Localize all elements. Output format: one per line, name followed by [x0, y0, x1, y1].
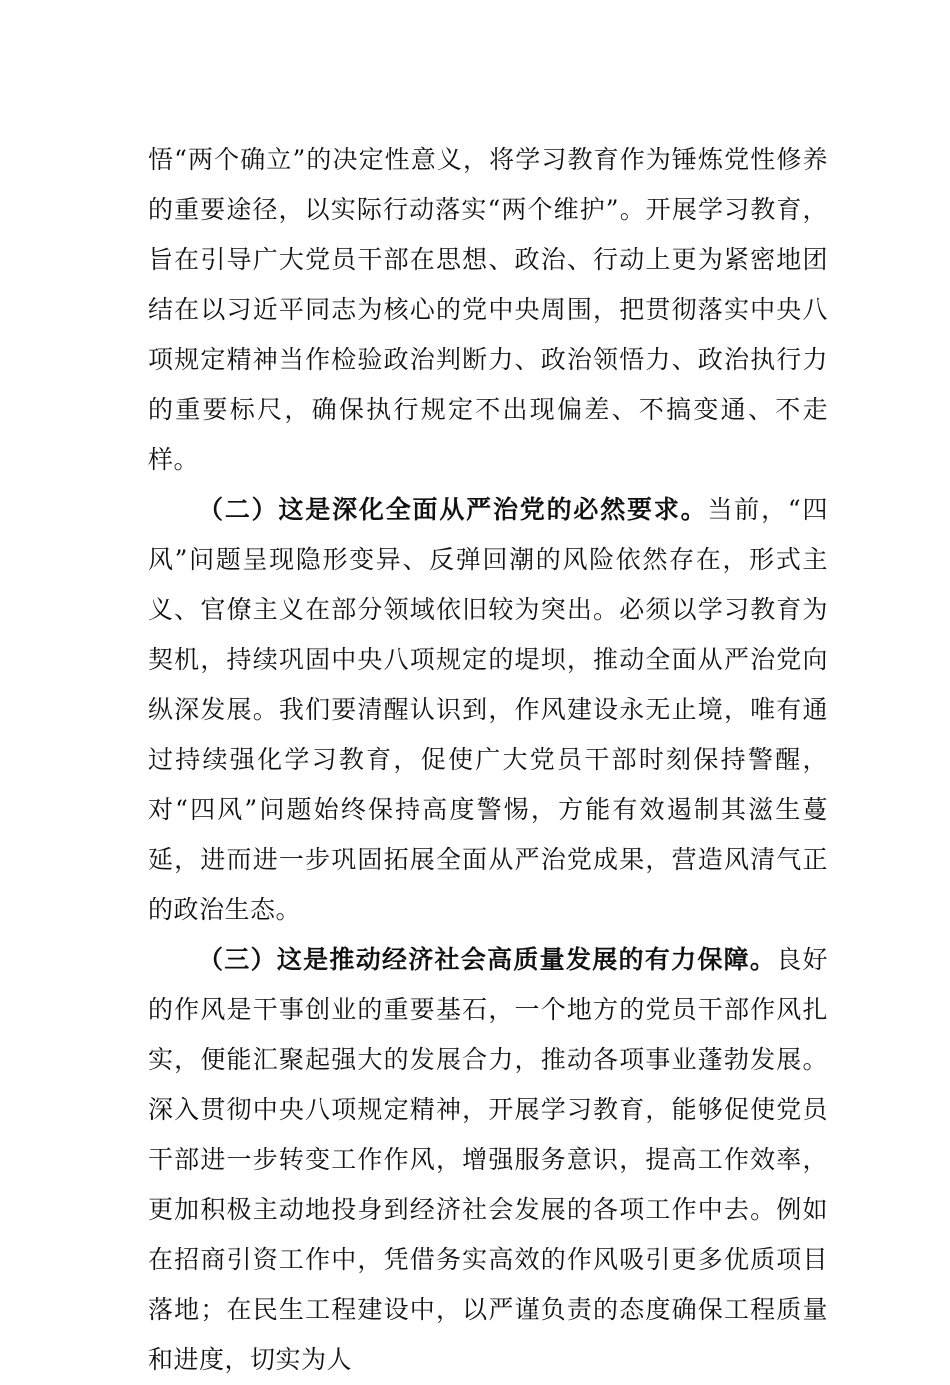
section-heading: （二）这是深化全面从严治党的必然要求。 [198, 495, 708, 524]
section-heading: （三）这是推动经济社会高质量发展的有力保障。 [198, 945, 777, 974]
paragraph-section-3 [148, 935, 828, 1385]
paragraph-text: 良好的作风是干事创业的重要基石，一个地方的党员干部作风扎实，便能汇聚起强大的发展合力，推动各项事业蓬勃发展。深入贯彻中央八项规定精神，开展学习教育，能够促使党员干部进一步转变工作作风，增强服务意识，提高工作效率，更加积极主动地投身到经济社会发展的各项工作中去。例如在招商引资工作中，凭借务实高效的作风吸引更多优质项目落地；在民生工程建设中，以严谨负责的态度确保工程质量和进度，切实为人 [148, 945, 828, 1374]
paragraph-text: 当前，“四风”问题呈现隐形变异、反弹回潮的风险依然存在，形式主义、官僚主义在部分领域依旧较为突出。必须以学习教育为契机，持续巩固中央八项规定的堤坝，推动全面从严治党向纵深发展。我们要清醒认识到，作风建设永无止境，唯有通过持续强化学习教育，促使广大党员干部时刻保持警醒，对“四风”问题始终保持高度警惕，方能有效遏制其滋生蔓延，进而进一步巩固拓展全面从严治党成果，营造风清气正的政治生态。 [148, 495, 828, 924]
paragraph-section-2 [148, 485, 828, 935]
paragraph-continued [148, 135, 828, 485]
document-body [148, 135, 828, 1385]
paragraph-text: 悟“两个确立”的决定性意义，将学习教育作为锤炼党性修养的重要途径，以实际行动落实“两个维护”。开展学习教育，旨在引导广大党员干部在思想、政治、行动上更为紧密地团结在以习近平同志为核心的党中央周围，把贯彻落实中央八项规定精神当作检验政治判断力、政治领悟力、政治执行力的重要标尺，确保执行规定不出现偏差、不搞变通、不走样。 [148, 145, 828, 474]
